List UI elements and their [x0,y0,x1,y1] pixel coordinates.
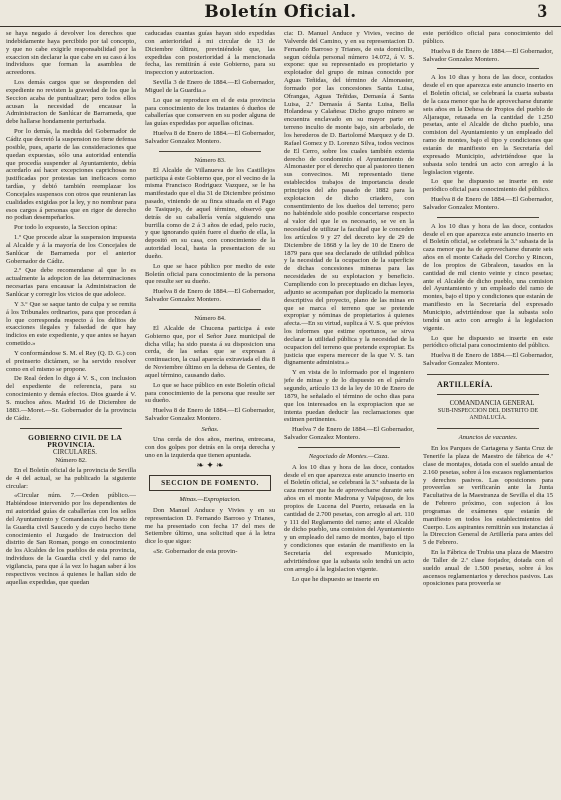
paragraph: Lo que se reproduce en el de esta provincia para conocimiento de los tratantes ó dueños de caballerías que conserven en su poder alguna de las guías expedidas por aquellas oficinas. [145,96,275,128]
subheading: Señas. [201,425,219,433]
paragraph: cia: D. Manuel Anduce y Vivies, vecino de Valverde del Camino, y en su representacion D. Fernando Barroso y Trianes, de esta domicilio, segun cédula personal número 14.072, á V. S. expone: que su representado es propietario y explotador del grupo de minas conocido por Aguas Teñidas, del término de Almonaster, formado por las concesiones Santa Luisa, Ofrangas, Aguas Teñidas, Demasía á Santa Luisa, 2.ª Demasía á Santa Luisa, Bella Holandesa y Calañesa: Dicho grupo minero se encuentra enclavado en su mayor parte en terreno inculto de monte bajo, sin arbolado, de los herederos de D. Bartolomé Marquez y de D. Rafael Gomez y D. Lorenzo Silva, todos vecinos de El Cerro, sobre los cuales también extenta derecho de condominio el Ayuntamiento de Almonaster por el derecho que al pastoreo tienen sus convecinos. Mi representado tiene establecidos trabajos de importancia desde principios del año pasado de 1882 para la explotacion de dicho criadero, con consentimiento de los dueños del terreno; pero no habiéndole sido posible concertarse respecto al valor del que le es necesario, se ve en la necesidad de utilizar la facultad que le conceden los artículos 9 y 27 del decreto ley de 29 de Diciembre de 1868 y la ley de 10 de Enero de 1879 para que sea declarado de utilidad pública y la necesidad de la ocupacion de la superficie de dichas concesiones mineras para las necesidades de su explotacion y beneficio. Cumpliendo con lo preceptuado en dichas leyes, adjunto se acompañan por duplicado la memoria descriptiva del proyecto, plano de las minas en que se marca el terreno que se pretende expropiar y nóminas de propietarios á quienes afecta.—En su virtud, suplica á V. S. que prévios los informes que estime oportunos, se sirva declarar la utilidad pública y la necesidad de la ocupacion del terreno que pretende expropiar. Es justicia que espera merecer de la que V. S. tan dignamente administra.» [284,30,414,367]
notice-number: Número 82. [55,457,87,465]
divider [427,374,549,375]
paragraph: En los Parques de Cartagena y Santa Cruz de Tenerife la plaza de Maestro de fábrica de 4.ª clase de montajes, dotada con el sueldo anual de 2.160 pesetas, sobre á los escasos reglamentarios y derechos pasivos. Las oposiciones para proveerlas se verificarán ante la Junta Facultativa de la Maestranza de Sevilla el dia 15 de Febrero próximo, con sujecion á los programas de exámenes que estarán de manifiesto en todos los establecimientos del Cuerpo. Los aspirantes remitirán sus instancias á la Direccion General de Artillería para antes del 5 de Febrero. [423,445,553,547]
subsection-title: CIRCULARES. [53,449,97,457]
divider [437,428,539,429]
divider [437,68,539,69]
paragraph: Por lo demás, la medida del Gobernador de Cádiz que decretó la suspension no tiene defensa posible, pues, aparte de las consideraciones que quedan expuestas, sólo una autoridad entendía que procedía suspender al Ayuntamiento, debía acordarlo así hacer excepciones caprichosas no justificadas por protestas tan ineficaces como tardías, y debió también reemplazar los Concejales suspensos con otros que reunieran las cualidades exigidas por la ley, y no nombrar para esos cargos á personas que en rigor de derecho no podian desempeñarlos. [6,128,136,222]
column-2 [145,30,275,796]
paragraph: Lo que he dispuesto se inserte en este periódico oficial para conocimiento del público. [423,178,553,194]
subsection-subtitle: SUB-INSPECCION DEL DISTRITO DE ANDALUCÍA. [437,407,539,422]
paragraph: Lo que he dispuesto se inserte en [292,575,380,583]
paragraph: Don Manuel Anduce y Vivies y en su representacion D. Fernando Barroso y Trianes, me ha presentado con fecha 17 del mes de Setiembre último, una solicitud que á la letra dice lo que sigue: [145,506,275,546]
paragraph: En la Fábrica de Trubia una plaza de Maestro de Taller de 2.ª clase forjador, dotada con el sueldo anual de 1.500 pesetas, sobre á los ascensos reglamentarios y derechos pasivos. Las oposiciones para proveerla se [423,549,553,588]
paragraph: 2.º Que debe recomendarse al que lo es actualmente la adopcion de las determinaciones necesarias para encausar la Administracion de Sanlúcar y corregir los vicios de que adolece. [6,267,136,298]
paragraph: Por todo lo expuesto, la Seccion opina: [14,224,118,232]
divider [298,447,400,448]
paragraph: A los 10 dias y hora de las doce, contados desde el en que aparezca este anuncio inserto en el Boletín oficial, se celebrará la 3.ª subasta de la caza menor que ha de aprovecharse durante seis años en el monte Madrona y Valpajoso, de los propios de Lucena del Puerto, retasada en la cantidad de 2.700 pesetas, con arreglo al art. 110 y 111 del Reglamento del ramo; ante el Alcalde de dicho pueblo, una comision del Ayuntamiento y un empleado del ramo de montes, bajo el tipo y condiciones que estarán de manifiesto en la Secretaría del expresado Municipio, advirtiéndose que la subasta solo tendrá un acto con arreglo á la legislacion vigente. [284,463,414,573]
signature: Huelva 8 de Enero de 1884.—El Gobernador, Salvador Gonzalez Montero. [145,407,275,423]
column-1 [6,30,136,796]
paragraph: El Alcalde de Chucena participa á este Gobierno que, por el Señor Juez municipal de dicha villa; ha sido puesta á su disposicion una cerda, de las señas que se expresan á continuacion, la cual aparecía extraviada el dia 8 de Noviembre último en la dehesa de Gentes, de aquel término, causando daño. [145,324,275,379]
paragraph: se haya negado á devolver los derechos que indebidamente haya percibido por tal concepto, y que no cabe exigirle responsabilidad por la exaccion sin declarar la que cabe en su caso á los individuos que forman la asamblea de acreedores. [6,30,136,77]
divider [20,428,122,429]
paragraph: El Alcalde de Villanueva de los Castillejos participa á este Gobierno que, por el vecino de la misma Francisco Rodriguez Vazquez, se le ha manifestado que el dia 31 de Diciembre próximo pasado, viniendo de su finca situada en el Pago de Tasiquejo, de aquel término, observó que detrás de su caballería venía siguiendo una burrilla como de 2 á 3 años de edad, pelo rucio, y que ignorando quién fuere el dueño de ella, la depositó en su casa, con conocimiento de la autoridad local, hasta la presentacion de su dueño. [145,166,275,260]
signature: Huelva 8 de Enero de 1884.—El Gobernador, Salvador Gonzalez Montero. [145,130,275,145]
paragraph: Sevilla 3 de Enero de 1884.—El Gobernador, Miguel de la Guardia.» [145,79,275,94]
masthead-title: Boletín Oficial. [204,2,357,22]
paragraph: En el Boletín oficial de la provincia de Sevilla de 4 del actual, se ha publicado la siguiente circular: [6,466,136,490]
divider [437,394,539,395]
signature: Huelva 8 de Enero de 1884.—El Gobernador, Salvador Gonzalez Montero. [423,352,553,368]
paragraph: Lo que se hace público en este Boletín oficial para conocimiento de la persona que resulte ser su dueño. [145,381,275,405]
signature: Huelva 8 de Enero de 1884.—El Gobernador, Salvador Gonzalez Montero. [423,47,553,63]
paragraph: Lo que se hace público por medio de este Boletín oficial para conocimiento de la persona que resulte ser su dueño. [145,262,275,286]
paragraph: De Real órden lo digo á V. S., con inclusion del expediente de referencia, para su conocimiento y demás efectos. Dios guarde á V. S. muchos años. Madrid 16 de Diciembre de 1883.—Moret.—Sr. Gobernador de la provincia de Cádiz. [6,375,136,422]
paragraph: Y 3.º Que se saque tanto de culpa y se remita á los Tribunales ordinarios, para que procedan á lo que corresponda respecto á los delitos de exacciones ilegales y falsedad de que hay indicios en este expediente, y que antes se hayan cometido.» [6,300,136,348]
notice-number: Número 83. [194,156,226,164]
column-4 [423,30,553,796]
paragraph: Los demás cargos que se desprenden del expediente no revisten la gravedad de los que la Seccion acaba de puntualizar; pero todos ellos acusan la necesidad de encausar la Administracion de Sanlúcar de Barrameda, que debe hallarse hondamente perturbada. [6,79,136,126]
paragraph: Y en vista de lo informado por el ingeniero jefe de minas y de lo dispuesto en el párrafo segundo, artículo 13 de la ley de 10 de Enero de 1879, he señalado el término de ocho dias para que los interesados en la expropiacion que se intenta puedan deducir las reclamaciones que estimen pertinentes. [284,369,414,424]
paragraph: este periódico oficial para conocimiento del público. [423,30,553,45]
subheading: Negociado de Montes.—Caza. [308,452,390,460]
divider [159,151,261,152]
section-title-box: SECCION DE FOMENTO. [149,475,271,491]
page-number: 3 [537,1,547,22]
paragraph: Y conformándose S. M. el Rey (Q. D. G.) con el preinserto dictámen, se ha servido resolver como en el mismo se propone. [6,349,136,373]
paragraph: Una cerda de dos años, merina, entrecana, con dos golpes por detrás en la oreja derecha y uno en la izquierda que tienen apuntada. [145,435,275,459]
paragraph: caducadas cuantas guías hayan sido expedidas con anterioridad á mi circular de 13 de Diciembre último, previniéndole que, las expedidas con posterioridad á la mencionada fecha, las remitirán á este Gobierno, para su inspeccion y autorizacion. [145,30,275,77]
signature: Huelva 8 de Enero de 1884.—El Gobernador, Salvador Gonzalez Montero. [423,196,553,211]
paragraph: 1.º Que procede alzar la suspension impuesta al Alcalde y á la mayoría de los Concejales de Sanlúcar de Barrameda por el anterior Gobernador de Cádiz. [6,234,136,265]
divider [437,217,539,218]
page-header [0,0,561,27]
signature: Huelva 7 de Enero de 1884.—El Gobernador, Salvador Gonzalez Montero. [284,426,414,442]
paragraph: Lo que he dispuesto se inserte en este periódico oficial para conocimiento del público. [423,334,553,350]
column-3 [284,30,414,796]
paragraph: A los 10 dias y hora de las doce, contados desde el en que aparezca este anuncio inserto en el Boletín oficial, se celebrará la 3.ª subasta de la caza menor que ha de aprovecharse durante seis años en el monte Cañada del Corcho y Rincon, de los propios de Gibraleon, tasados en la cantidad de mil ciento veinte y cinco pesetas; ante el Alcalde de dicho pueblo, una comision del Ayuntamiento y un empleado del ramo de montes, bajo el tipo y condiciones que estarán de manifiesto en la Secretaría del expresado Municipio, advirtiéndose que la subasta solo tendrá un acto con arreglo á la legislacion vigente. [423,222,553,332]
divider [159,309,261,310]
subsection-title: COMANDANCIA GENERAL [449,399,535,407]
signature: Huelva 8 de Enero de 1884.—El Gobernador, Salvador Gonzalez Montero. [145,288,275,304]
paragraph: «Circular núm. 7.—Orden público.—Habiéndose intervenido por los dependientes de mi autoridad guías de caballerías con los sellos del Ayuntamiento y Comandancia del Puesto de la Guardia civil Saucedo y de cuyo hecho tiene conocimiento el Juzgado de Instruccion del distrito de San Roman, pongo en conocimiento de los Alcaldes de los pueblos de esta provincia, individuos de la Guardia civil y del ramo de vigilancia, para que á la vez lo hagan saber á los respectivos vecinos á quienes le hallan sido de aquellas expedidas, que quedan [6,492,136,586]
section-title: GOBIERNO CIVIL DE LA PROVINCIA. [28,432,122,450]
paragraph: «Sr. Gobernador de esta provin- [153,548,238,556]
subheading: Anuncios de vacantes. [458,434,518,442]
notice-number: Número 84. [194,315,226,322]
section-title: ARTILLERÍA. [437,379,493,389]
paragraph: A los 10 dias y hora de las doce, contados desde el en que aparezca este anuncio inserto en el Boletín oficial, se celebrará la cuarta subasta de la caza menor que ha de aprovecharse durante seis años en la Dehesa de Propios del pueblo de Aljaraque, retasada en la cantidad de 1.250 pesetas, ante el Alcalde de dicho pueblo, una comision del Ayuntamiento y un empleado del ramo de montes, bajo el tipo y condiciones que estarán de manifiesto en la Secretaría del expresado Municipio, advirtiéndose que la subasta solo tendrá un acto con arreglo á la legislacion vigente. [423,74,553,176]
ornament: ❧ ✦ ❧ [196,460,224,471]
subheading: Minas.—Expropiacion. [179,496,241,504]
